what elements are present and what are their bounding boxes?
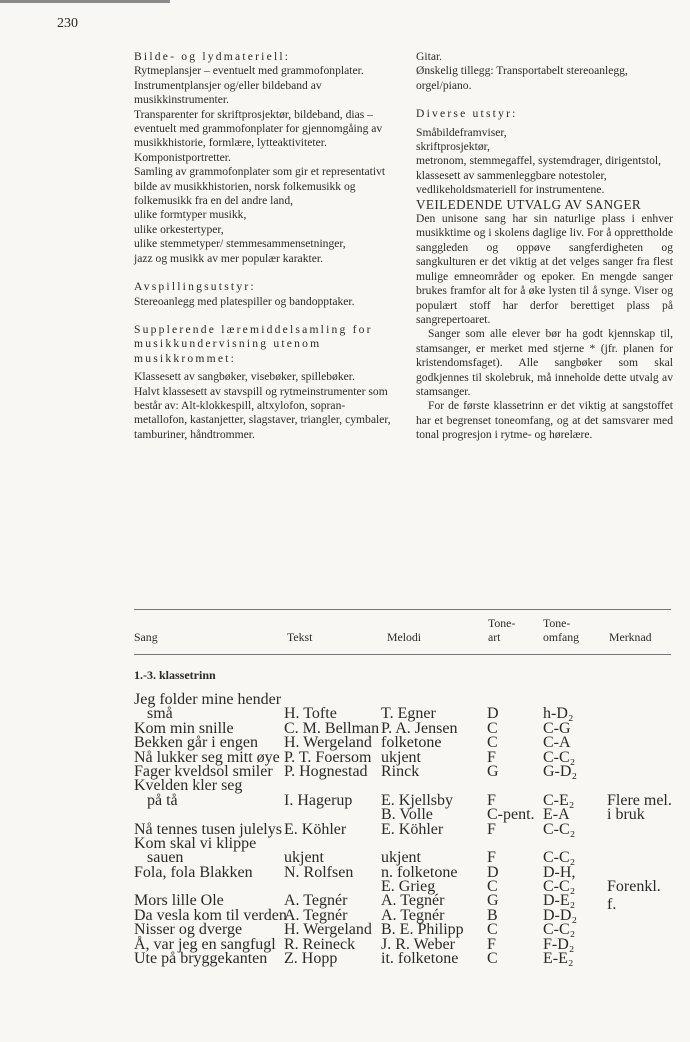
- cell-toneart: F: [487, 791, 496, 809]
- table-row: [134, 906, 674, 924]
- cell-tekst: N. Rolfsen: [284, 863, 354, 881]
- cell-sang: Kom min snille: [134, 719, 234, 737]
- cell-melodi: J. R. Weber: [381, 935, 455, 953]
- item-list: [134, 64, 392, 266]
- cell-melodi: ukjent: [381, 748, 421, 766]
- section-heading: Avspillingsutstyr:: [134, 280, 256, 294]
- list-item: Småbildeframviser,: [416, 125, 507, 139]
- cell-toneomfang: C-C₂: [543, 820, 576, 838]
- section-gitar: [416, 50, 673, 93]
- cell-melodi: A. Tegnér: [381, 906, 445, 924]
- table-row: [134, 719, 674, 737]
- list-item: ulike stemmetyper/ stemmesammensetninger,: [134, 237, 346, 251]
- cell-melodi: folketone: [381, 734, 442, 752]
- song-table-body: [134, 668, 674, 968]
- section-title: VEILEDENDE UTVALG AV SANGER: [416, 196, 642, 212]
- cell-sang: sauen: [147, 849, 184, 867]
- cell-toneart: F: [487, 849, 496, 867]
- right-column: [416, 50, 673, 443]
- paragraph: Sanger som alle elever bør ha godt kjennskap til, stamsanger, er merket med stjerne * (jfr. planen for kristendomsfaget). Alle sangbøker som skal godkjennes til skolebruk, må inneholde dette utvalg av stamsanger.: [416, 327, 673, 398]
- list-item: ulike formtyper musikk,: [134, 208, 247, 222]
- cell-melodi: T. Egner: [381, 705, 436, 723]
- cell-melodi: B. E. Philipp: [381, 921, 464, 939]
- list-item: Gitar.: [416, 50, 443, 63]
- cell-sang: på tå: [147, 791, 178, 809]
- cell-merknad: Flere mel.: [607, 791, 672, 809]
- page-number: 230: [57, 16, 78, 31]
- cell-tekst: P. Hognestad: [284, 762, 368, 780]
- cell-sang: Kom skal vi klippe: [134, 834, 257, 852]
- cell-tekst: E. Köhler: [284, 820, 347, 838]
- table-row: [134, 734, 674, 752]
- cell-sang: Da vesla kom til verden: [134, 906, 287, 924]
- cell-toneart: F: [487, 935, 496, 953]
- item-list: [416, 126, 673, 198]
- cell-toneart: C: [487, 921, 498, 939]
- cell-toneomfang: C-C₂: [543, 921, 576, 939]
- cell-melodi: A. Tegnér: [381, 892, 445, 910]
- table-row: [134, 820, 674, 838]
- cell-toneart: G: [487, 892, 499, 910]
- section-avspilling: [134, 280, 392, 309]
- list-item: Ønskelig tillegg: Transportabelt stereoanlegg, orgel/piano.: [416, 64, 628, 92]
- header-tekst: Tekst: [287, 630, 313, 644]
- header-toneomfang-line2: omfang: [543, 630, 580, 645]
- cell-toneart: C: [487, 719, 498, 737]
- cell-toneart: B: [487, 906, 498, 924]
- cell-melodi: P. A. Jensen: [381, 719, 458, 737]
- cell-toneomfang: C-E₂: [543, 791, 575, 809]
- table-row: [134, 950, 674, 968]
- cell-melodi: E. Grieg: [381, 878, 436, 896]
- cell-sang: Nisser og dverge: [134, 921, 243, 939]
- cell-toneart: D: [487, 863, 499, 881]
- table-row: [134, 849, 674, 867]
- top-edge-bar: [0, 0, 170, 3]
- cell-toneomfang: C-C₂: [543, 849, 576, 867]
- item-list: [134, 370, 392, 442]
- header-merknad: Merknad: [609, 630, 652, 644]
- cell-sang: Mors lille Ole: [134, 892, 224, 910]
- cell-toneomfang: C-A: [543, 734, 571, 752]
- section-bilde-lyd: [134, 50, 392, 266]
- table-row: [134, 691, 674, 708]
- list-item: Stereoanlegg med platespiller og bandopptaker.: [134, 294, 355, 308]
- cell-sang: Fager kveldsol smiler: [134, 762, 273, 780]
- table-header-rule: [134, 654, 671, 655]
- list-item: Transparenter for skriftprosjektør, bildeband, dias – eventuelt med grammofonplater for gjennomgåing av musikkhistorie, formlære, lytteaktiviteter.: [134, 107, 383, 150]
- cell-tekst: A. Tegnér: [284, 906, 348, 924]
- cell-tekst: ukjent: [284, 849, 324, 867]
- left-column: [134, 50, 392, 442]
- list-item: Rytmeplansjer – eventuelt med grammofonplater.: [134, 64, 364, 78]
- cell-sang: Jeg folder mine hender: [134, 691, 282, 708]
- cell-tekst: Z. Hopp: [284, 950, 338, 968]
- cell-toneart: C: [487, 878, 498, 896]
- cell-toneomfang: D-D₂: [543, 906, 578, 924]
- cell-melodi: ukjent: [381, 849, 421, 867]
- header-toneomfang: [543, 616, 579, 644]
- table-row: [134, 791, 674, 809]
- grade-heading: 1.-3. klassetrinn: [134, 668, 216, 682]
- list-item: Halvt klassesett av stavspill og rytmeinstrumenter som består av: Alt-klokkespill, altxylofon, sopran-metallofon, kastanjetter, slagstaver, triangler, cymbaler, tamburiner, håndtrommer.: [134, 384, 391, 441]
- section-veiledende: [416, 198, 673, 443]
- cell-tekst: C. M. Bellman: [284, 719, 380, 737]
- paragraph: Den unisone sang har sin naturlige plass i enhver musikktime og i skolens daglige liv. For å opprettholde sanggleden og oppøve sangferdigheten og sangkulturen er det viktig at det velges sanger fra flest mulige emneområder og epoker. En mengde sanger brukes framfor alt for å øke lysten til å synge. Viser og populært stoff har derfor berettiget plass på sangrepertoaret.: [416, 212, 673, 326]
- cell-sang: Nå tennes tusen julelys: [134, 820, 282, 838]
- cell-toneart: G: [487, 762, 499, 780]
- cell-tekst: H. Wergeland: [284, 921, 372, 939]
- cell-toneomfang: C-C₂: [543, 878, 576, 896]
- cell-toneomfang: C-G: [543, 719, 571, 737]
- table-row: [134, 863, 674, 881]
- table-row: [134, 777, 674, 795]
- cell-sang: Ute på bryggekanten: [134, 950, 268, 968]
- cell-toneart: F: [487, 820, 496, 838]
- cell-toneart: C: [487, 950, 498, 968]
- cell-toneomfang: E-E₂: [543, 950, 574, 968]
- list-item: jazz og musikk av mer populær karakter.: [134, 251, 323, 265]
- cell-tekst: R. Reineck: [284, 935, 356, 953]
- cell-toneomfang: G-D₂: [543, 762, 578, 780]
- cell-sang: Nå lukker seg mitt øye: [134, 748, 280, 766]
- song-rows: [134, 691, 674, 968]
- cell-sang: Fola, fola Blakken: [134, 863, 253, 881]
- table-row: [134, 834, 674, 852]
- cell-toneart: C-pent.: [487, 806, 535, 824]
- section-heading: Bilde- og lydmateriell:: [134, 50, 291, 63]
- cell-toneomfang: D-E₂: [543, 892, 576, 910]
- table-row: [134, 705, 674, 723]
- table-row: [134, 762, 674, 780]
- cell-tekst: A. Tegnér: [284, 892, 348, 910]
- cell-toneart: F: [487, 748, 496, 766]
- header-toneart-line2: art: [488, 630, 501, 645]
- list-item: Samling av grammofonplater som gir et representativt bilde av musikkhistorien, norsk folkemusikk og folkemusikk fra en del andre land,: [134, 165, 386, 208]
- cell-toneart: C: [487, 734, 498, 752]
- list-item: ulike orkestertyper,: [134, 222, 224, 236]
- cell-melodi: E. Köhler: [381, 820, 444, 838]
- cell-sang: små: [147, 705, 173, 723]
- cell-melodi: Rinck: [381, 762, 420, 780]
- header-toneart: [488, 616, 515, 644]
- cell-sang: Kvelden kler seg: [134, 777, 243, 795]
- list-item: Klassesett av sangbøker, visebøker, spillebøker.: [134, 370, 355, 384]
- list-item: Komponistportretter.: [134, 150, 231, 164]
- cell-tekst: H. Tofte: [284, 705, 337, 723]
- table-row: [134, 748, 674, 766]
- cell-sang: Å, var jeg en sangfugl: [134, 935, 276, 953]
- item-list: [134, 295, 392, 309]
- cell-tekst: I. Hagerup: [284, 791, 353, 809]
- cell-toneart: D: [487, 705, 499, 723]
- cell-toneomfang: E-A: [543, 806, 570, 824]
- cell-tekst: P. T. Foersom: [284, 748, 372, 766]
- header-toneart-line1: Tone-: [488, 616, 516, 630]
- cell-melodi: it. folketone: [381, 950, 459, 968]
- table-top-rule: [134, 609, 671, 610]
- header-sang: Sang: [134, 630, 158, 644]
- section-diverse: [416, 107, 673, 197]
- list-item: skriftprosjektør,: [416, 140, 490, 154]
- cell-melodi: E. Kjellsby: [381, 791, 453, 809]
- cell-melodi: B. Volle: [381, 806, 433, 824]
- cell-toneomfang: F-D₂: [543, 935, 575, 953]
- table-row: [134, 806, 674, 824]
- header-melodi: Melodi: [387, 630, 422, 644]
- section-heading: Diverse utstyr:: [416, 107, 518, 121]
- table-row: [134, 921, 674, 939]
- list-item: metronom, stemmegaffel, systemdrager, dirigentstol, klassesett av sammenleggbare notestoler, vedlikeholdsmateriell for instrumentene.: [416, 154, 661, 197]
- cell-toneomfang: h-D₂: [543, 705, 574, 723]
- table-row: [134, 935, 674, 953]
- cell-toneomfang: C-C₂: [543, 748, 576, 766]
- cell-sang: Bekken går i engen: [134, 734, 258, 752]
- section-heading: Supplerende læremiddelsamling for musikkundervisning utenom musikkrommet:: [134, 322, 373, 365]
- cell-toneomfang: D-H,: [543, 863, 576, 881]
- header-toneomfang-line1: Tone-: [543, 616, 571, 630]
- list-item: Instrumentplansjer og/eller bildeband av musikkinstrumenter.: [134, 78, 322, 107]
- section-supplerende: [134, 323, 392, 442]
- cell-tekst: H. Wergeland: [284, 734, 372, 752]
- cell-merknad: Forenkl. f.: [607, 878, 661, 914]
- cell-merknad: i bruk: [607, 806, 645, 824]
- cell-melodi: n. folketone: [381, 863, 458, 881]
- paragraph: For de første klassetrinn er det viktig at sangstoffet har et begrenset toneomfang, og at det samsvarer med tonal progresjon i rytme- og hørelære.: [416, 399, 673, 442]
